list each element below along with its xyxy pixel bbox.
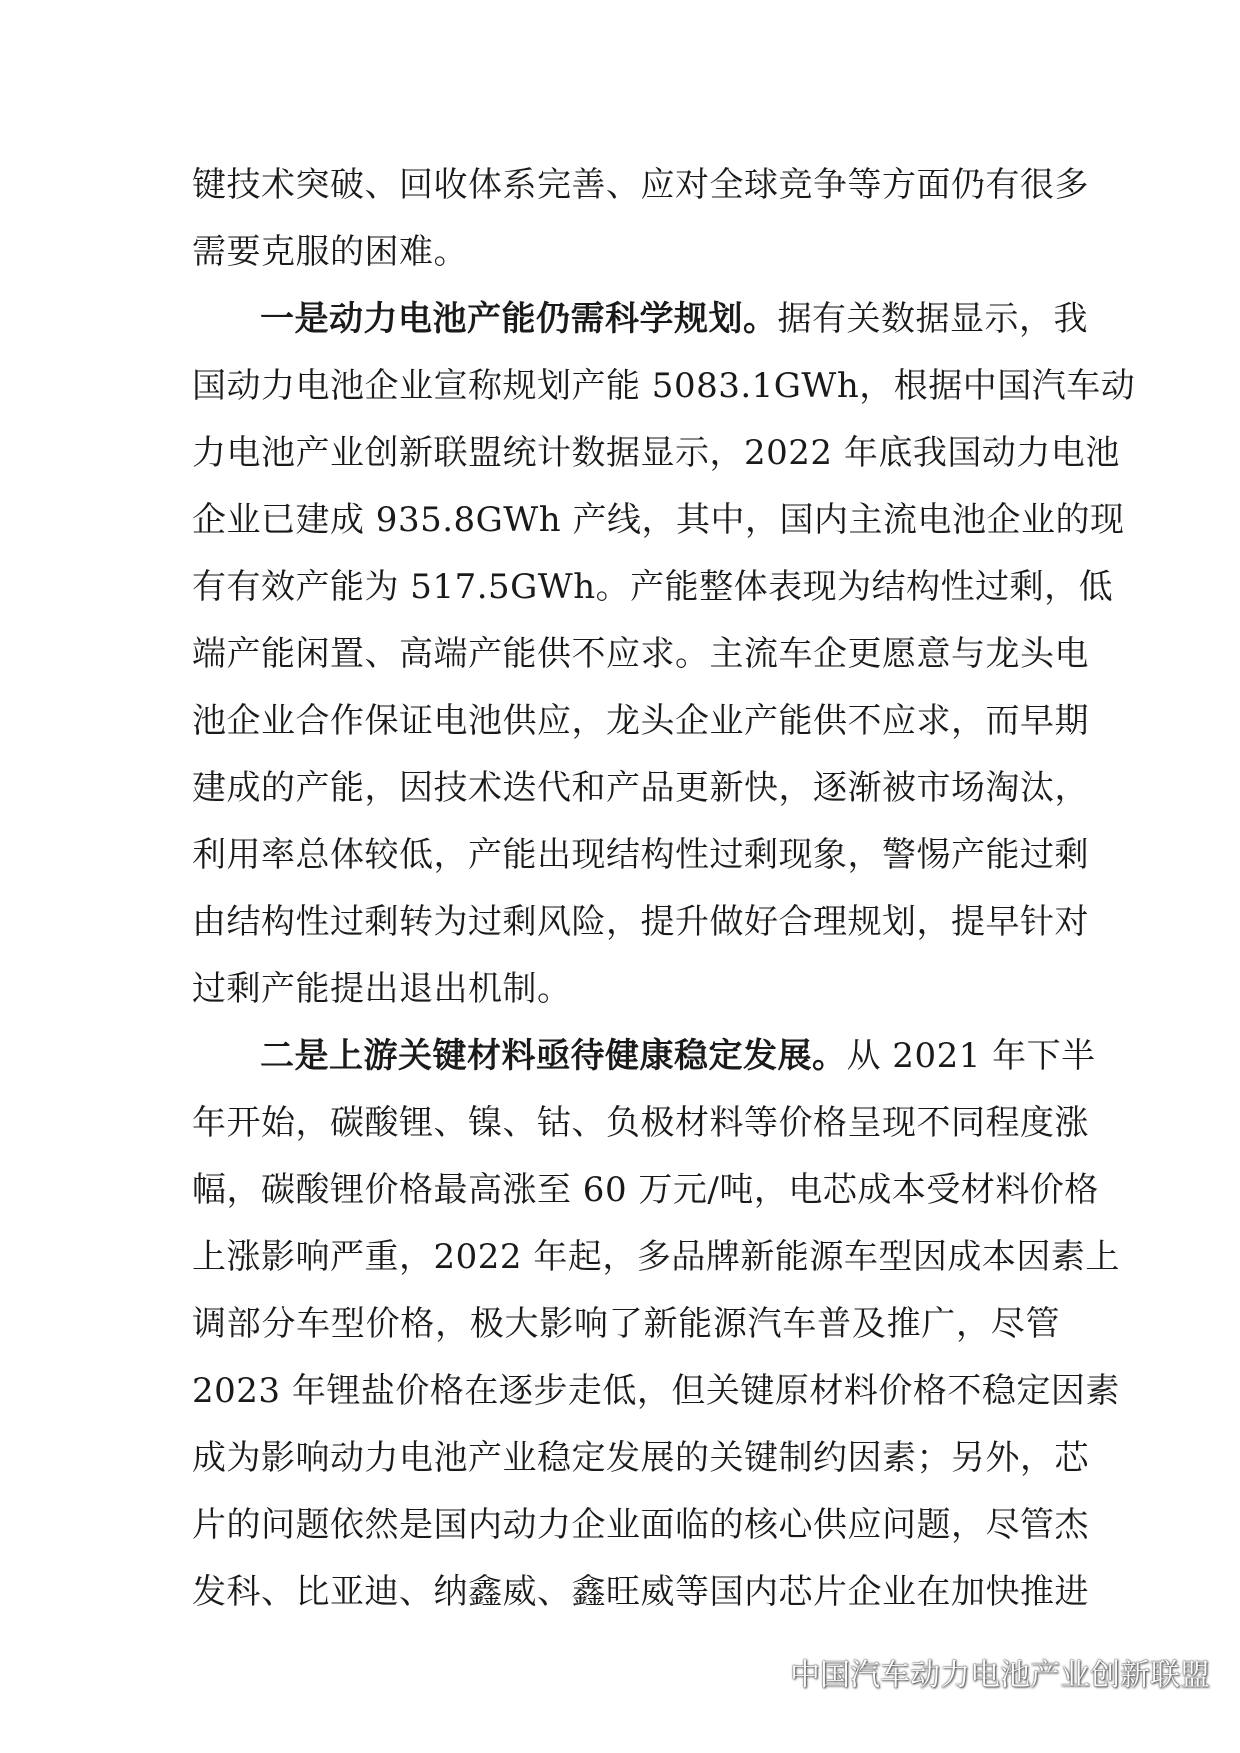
p1-line: 国动力电池企业宣称规划产能 5083.1GWh，根据中国汽车动 <box>192 366 1136 406</box>
p2-line: 上涨影响严重，2022 年起，多品牌新能源车型因成本因素上 <box>192 1237 1120 1277</box>
p2-line: 片的问题依然是国内动力企业面临的核心供应问题，尽管杰 <box>192 1505 1089 1545</box>
p2-line: 年开始，碳酸锂、镍、钴、负极材料等价格呈现不同程度涨 <box>192 1103 1089 1143</box>
p1-line: 建成的产能，因技术迭代和产品更新快，逐渐被市场淘汰， <box>192 768 1089 808</box>
p2-first-line <box>192 1023 1096 1090</box>
watermark-text: 中国汽车动力电池产业创新联盟 <box>790 1658 1210 1693</box>
p1-line: 利用率总体较低，产能出现结构性过剩现象，警惕产能过剩 <box>192 835 1089 875</box>
p1-line: 由结构性过剩转为过剩风险，提升做好合理规划，提早针对 <box>192 902 1089 942</box>
p2-line: 成为影响动力电池产业稳定发展的关键制约因素；另外，芯 <box>192 1438 1089 1478</box>
p2-heading: 二是上游关键材料亟待健康稳定发展。 <box>260 1036 847 1076</box>
intro-line-2: 需要克服的困难。 <box>192 232 468 272</box>
watermark <box>740 1650 1210 1694</box>
intro-line-1: 键技术突破、回收体系完善、应对全球竞争等方面仍有很多 <box>192 165 1089 205</box>
document-body <box>192 152 1136 1626</box>
p1-heading: 一是动力电池产能仍需科学规划。 <box>260 299 778 339</box>
p1-line: 池企业合作保证电池供应，龙头企业产能供不应求，而早期 <box>192 701 1089 741</box>
p2-line: 发科、比亚迪、纳鑫威、鑫旺威等国内芯片企业在加快推进 <box>192 1572 1089 1612</box>
p1-first-line-rest: 据有关数据显示，我 <box>777 299 1088 339</box>
p2-line: 调部分车型价格，极大影响了新能源汽车普及推广，尽管 <box>192 1304 1060 1344</box>
p1-first-line <box>192 286 1088 353</box>
p1-line: 过剩产能提出退出机制。 <box>192 969 572 1009</box>
p2-first-line-rest: 从 2021 年下半 <box>846 1036 1096 1076</box>
p2-line: 2023 年锂盐价格在逐步走低，但关键原材料价格不稳定因素 <box>192 1371 1120 1411</box>
p1-line: 端产能闲置、高端产能供不应求。主流车企更愿意与龙头电 <box>192 634 1089 674</box>
p1-line: 力电池产业创新联盟统计数据显示，2022 年底我国动力电池 <box>192 433 1120 473</box>
p1-line: 有有效产能为 517.5GWh。产能整体表现为结构性过剩，低 <box>192 567 1114 607</box>
p1-line: 企业已建成 935.8GWh 产线，其中，国内主流电池企业的现 <box>192 500 1125 540</box>
wechat-icon <box>740 1655 780 1689</box>
p2-line: 幅，碳酸锂价格最高涨至 60 万元/吨，电芯成本受材料价格 <box>192 1170 1099 1210</box>
